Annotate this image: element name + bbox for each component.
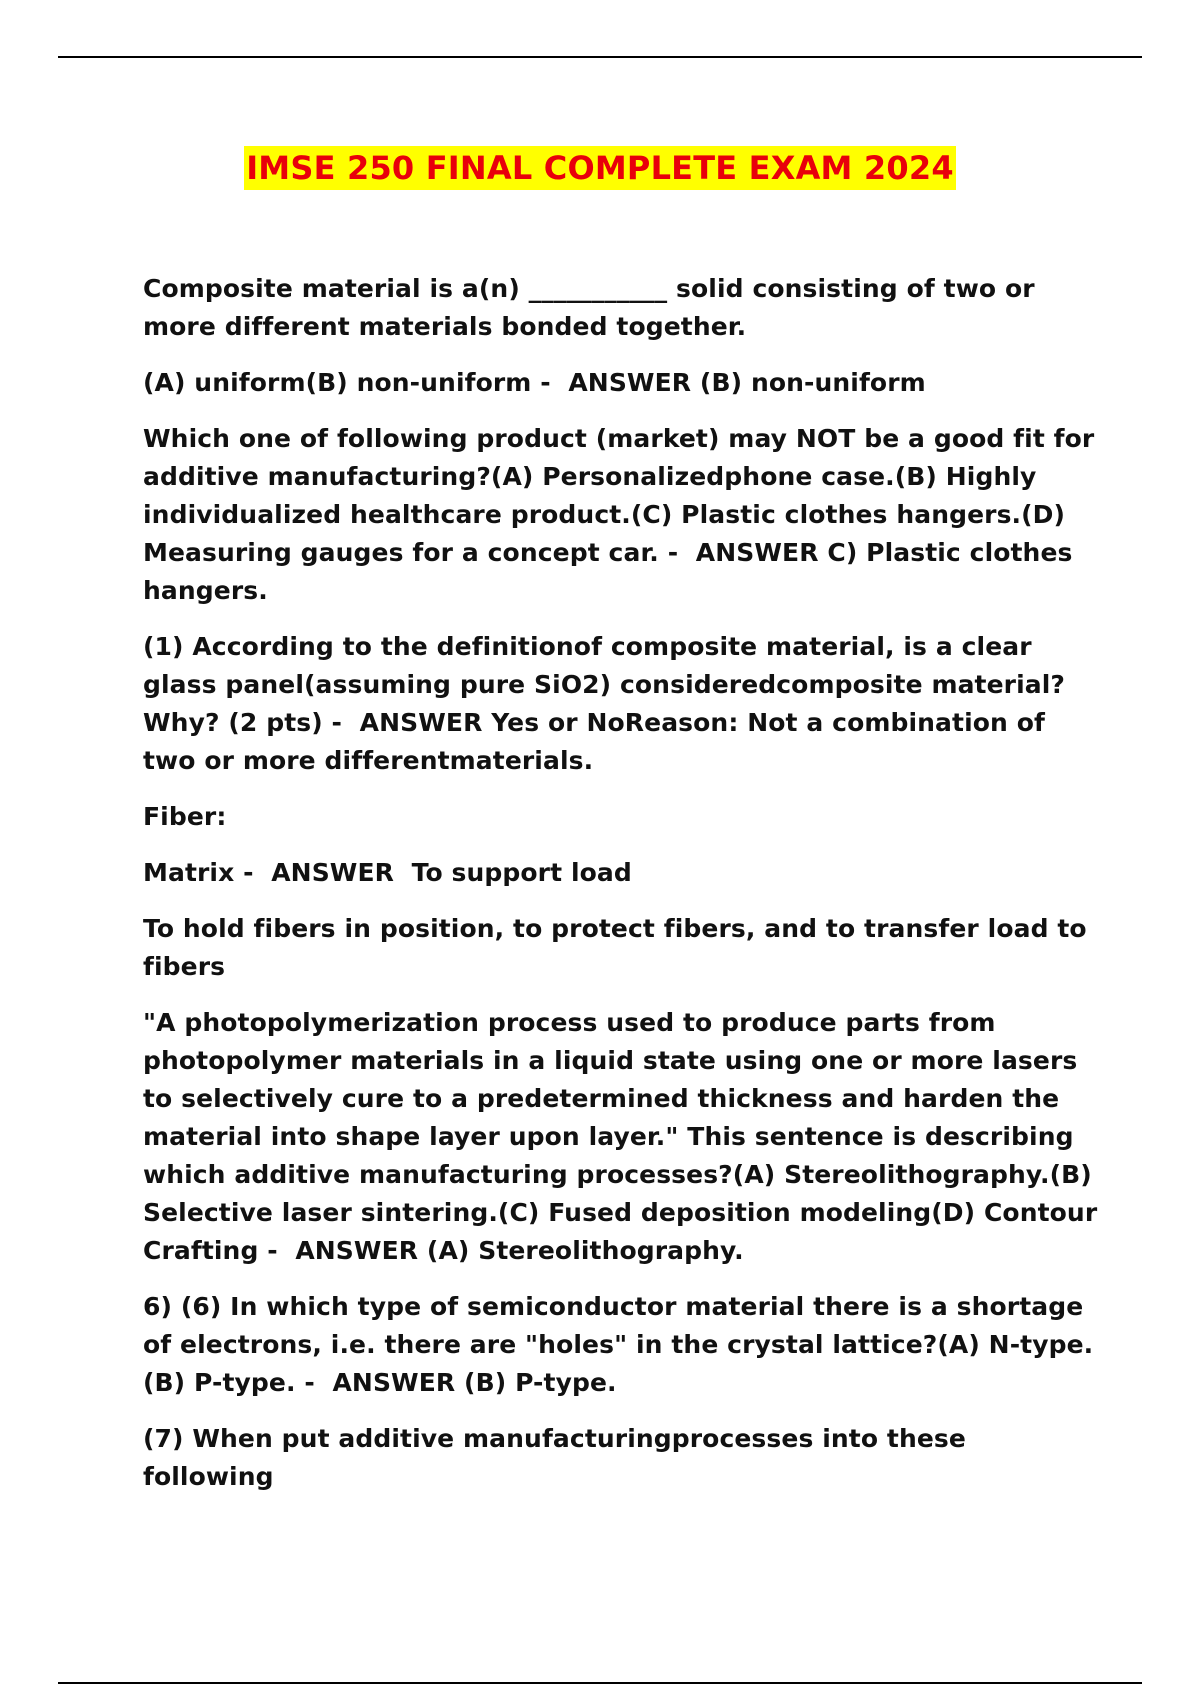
question-paragraph — [143, 1420, 1105, 1496]
answer-text: To support load — [394, 858, 632, 887]
answer-label: ANSWER — [295, 1236, 419, 1265]
answer-text: Yes or NoReason: Not a combination of two or more differentmaterials. — [143, 708, 1045, 775]
document-body — [143, 270, 1105, 1514]
answer-separator — [278, 1236, 296, 1265]
answer-label: ANSWER — [695, 538, 819, 567]
question-text: To hold fibers in position, to protect fibers, and to transfer load to fibers — [143, 914, 1087, 981]
answer-label: ANSWER — [271, 858, 394, 887]
question-paragraph — [143, 854, 1105, 892]
question-paragraph — [143, 1288, 1105, 1402]
question-paragraph — [143, 628, 1105, 780]
question-paragraph — [143, 270, 1105, 346]
answer-text: C) Plastic clothes hangers. — [143, 538, 1073, 605]
answer-label: ANSWER — [332, 1368, 456, 1397]
question-text: Fiber: — [143, 802, 227, 831]
question-text: Which one of following product (market) may NOT be a good fit for additive manufacturing?(A) Personalizedphone case.(B) Highly individualized healthcare product.(C) Plastic clothes hangers.(D) Measuring gauges for a concept car. - — [143, 424, 1095, 567]
document-title: IMSE 250 FINAL COMPLETE EXAM 2024 — [244, 146, 956, 190]
question-text: (7) When put additive manufacturingprocesses into these following — [143, 1424, 966, 1491]
footer-rule — [58, 1682, 1142, 1684]
question-paragraph — [143, 420, 1105, 610]
answer-separator — [342, 708, 360, 737]
answer-separator — [315, 1368, 333, 1397]
question-paragraph — [143, 1004, 1105, 1270]
question-text: (1) According to the definitionof composite material, is a clear glass panel(assuming pure SiO2) consideredcomposite material?Why? (2 pts) - — [143, 632, 1066, 737]
answer-label: ANSWER — [568, 368, 692, 397]
answer-text: (A) Stereolithography. — [418, 1236, 744, 1265]
answer-text: (B) P-type. — [455, 1368, 617, 1397]
answer-separator — [551, 368, 569, 397]
question-paragraph — [143, 910, 1105, 986]
question-text: 6) (6) In which type of semiconductor material there is a shortage of electrons, i.e. there are "holes" in the crystal lattice?(A) N-type.(B) P-type. - — [143, 1292, 1094, 1397]
title-container — [0, 146, 1200, 190]
answer-separator — [254, 858, 272, 887]
question-paragraph — [143, 364, 1105, 402]
question-paragraph — [143, 798, 1105, 836]
question-text: Composite material is a(n) ___________ solid consisting of two or more different materials bonded together. — [143, 274, 1035, 341]
question-text: (A) uniform(B) non-uniform - — [143, 368, 551, 397]
answer-text: (B) non-uniform — [691, 368, 926, 397]
answer-label: ANSWER — [359, 708, 483, 737]
question-text: Matrix - — [143, 858, 254, 887]
answer-separator — [678, 538, 696, 567]
question-text: "A photopolymerization process used to produce parts from photopolymer materials in a liquid state using one or more lasers to selectively cure to a predetermined thickness and harden the material into shape layer upon layer." This sentence is describing which additive manufacturing processes?(A) Stereolithography.(B) Selective laser sintering.(C) Fused deposition modeling(D) Contour Crafting - — [143, 1008, 1098, 1265]
header-rule — [58, 56, 1142, 58]
